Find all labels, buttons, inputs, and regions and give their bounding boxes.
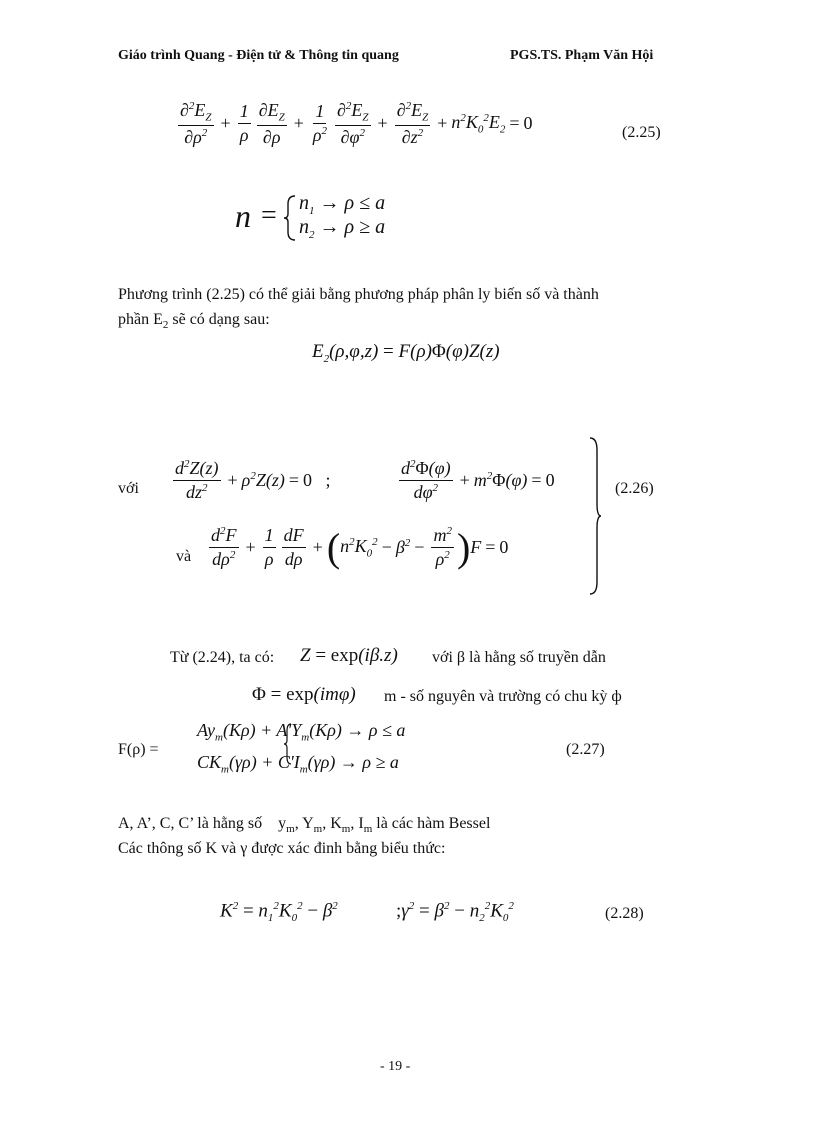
eq-number-2-25: (2.25) bbox=[622, 124, 661, 141]
text-voi-beta: với β là hằng số truyền dẫn bbox=[432, 649, 606, 666]
eq-number-2-26: (2.26) bbox=[615, 480, 654, 497]
page-number: - 19 - bbox=[380, 1059, 411, 1074]
label-voi: với bbox=[118, 480, 139, 497]
header-right: PGS.TS. Phạm Văn Hội bbox=[510, 48, 654, 63]
label-va: và bbox=[176, 548, 192, 565]
paragraph-line-2: phần $E_2$ sẽ có dạng sau: bbox=[118, 311, 270, 332]
header-left: Giáo trình Quang - Điện tử & Thông tin quang bbox=[118, 48, 399, 63]
eq-number-2-27: (2.27) bbox=[566, 741, 605, 758]
left-brace-icon bbox=[283, 722, 293, 766]
label-f-rho: F(ρ) = bbox=[118, 741, 159, 758]
right-brace-icon bbox=[588, 436, 602, 596]
z-exp-equation: Z = exp(iβ.z) bbox=[300, 645, 398, 666]
phi-exp-equation: Φ = exp(imφ) bbox=[252, 684, 356, 705]
equation-2-28-gamma: $;\gamma^2 = \beta^2 - n_2^2K_0^2$ bbox=[396, 900, 514, 925]
text-m-note: m - số nguyên và trường có chu kỳ ф bbox=[384, 688, 622, 705]
params-line: Các thông số K và γ được xác đinh bằng biểu thức: bbox=[118, 840, 446, 857]
text-tu-224: Từ (2.24), ta có: bbox=[170, 649, 275, 666]
equation-2-26-z: $\frac{d^2Z(z)}{dz^2}$ + $\rho^2Z(z)$ = 0 ; bbox=[175, 458, 331, 502]
equation-2-26-f: $\frac{d^2F}{d\rho^2}$ + $\frac{1}{\rho}$ $\frac{dF}{d\rho}$ + ( $n^2K_0^2$ − $\beta^2$ − $\frac{m^2}{\rho^2}$ ) F = 0 bbox=[211, 525, 509, 570]
equation-2-28-k: $K^2 = n_1^2K_0^2 - \beta^2$ bbox=[220, 900, 338, 925]
eq-number-2-28: (2.28) bbox=[605, 905, 644, 922]
n-piecewise: n = $n_1 \to \rho \le a$ $n_2 \to \rho \ge a$ bbox=[235, 192, 386, 241]
equation-2-25: $\frac{\partial^2E_Z}{\partial\rho^2}$ + $\frac{1}{\rho}$ $\frac{\partial E_Z}{\partial\rho}$ + $\frac{1}{\rho^2}$ $\frac{\partial^2E_Z}{\partial\varphi^2}$ + $\frac{\partial^2E_Z}{\partial z^2}$ + $n^2K_0^2E_2$ = 0 bbox=[180, 100, 533, 147]
paragraph-line-1: Phương trình (2.25) có thể giải bằng phương pháp phân ly biến số và thành bbox=[118, 286, 599, 303]
separation-equation: $E_2(\rho,\varphi,z) = F(\rho)\Phi(\varphi)Z(z)$ bbox=[312, 341, 500, 365]
equation-2-26-phi: $\frac{d^2\Phi(\varphi)}{d\varphi^2}$ + $m^2\Phi(\varphi)$ = 0 bbox=[401, 458, 555, 502]
equation-2-27: $Ay_m(K\rho) + A'Y_m(K\rho) \to \rho \le a$ $CK_m(\gamma\rho) + C'I_m(\gamma\rho) \to \rho \ge a$ bbox=[197, 720, 406, 776]
constants-line: A, A’, C, C’ là hằng số $y_m$, $Y_m$, $K_m$, $I_m$ là các hàm Bessel bbox=[118, 815, 491, 836]
